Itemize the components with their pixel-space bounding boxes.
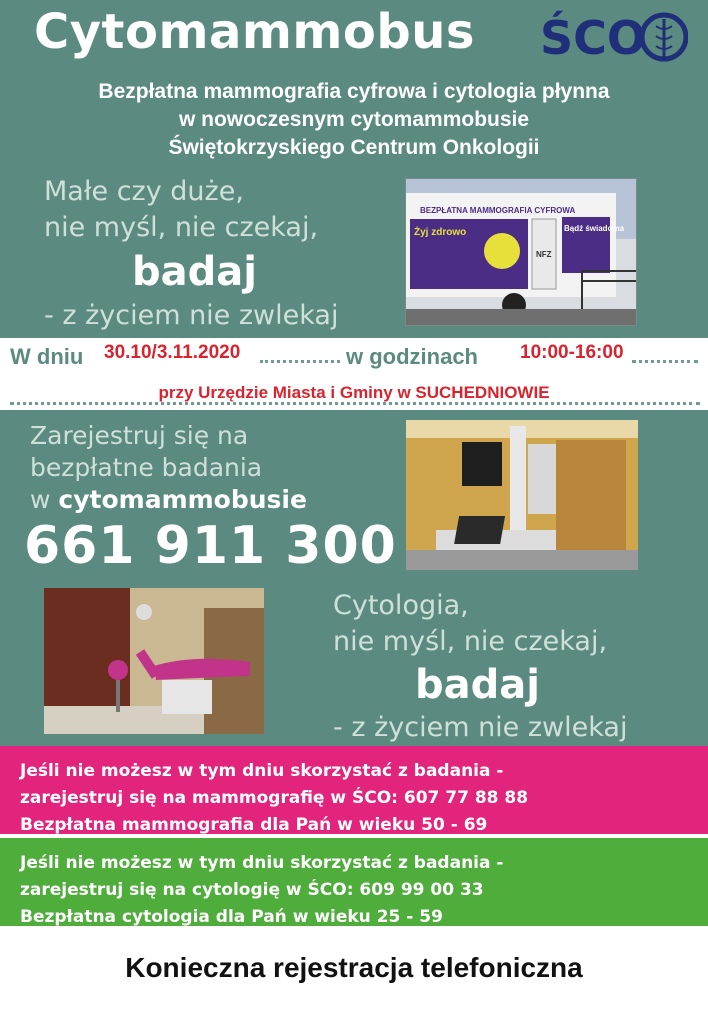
location-text: przy Urzędzie Miasta i Gminy w SUCHEDNIOWIE (158, 383, 550, 402)
slogan-line: nie myśl, nie czekaj, (333, 626, 608, 657)
info-line: Jeśli nie możesz w tym dniu skorzystać z badania - (20, 761, 504, 781)
info-line: Jeśli nie możesz w tym dniu skorzystać z badania - (20, 853, 504, 873)
bus-badge-text: NFZ (536, 250, 552, 259)
dotted-separator (260, 360, 340, 363)
dotted-separator (632, 360, 698, 363)
date-value: 30.10/3.11.2020 (104, 342, 241, 363)
info-line: Bezpłatna cytologia dla Pań w wieku 25 - 59 (20, 907, 443, 927)
slogan-line: Małe czy duże, (44, 176, 244, 207)
registration-block (30, 420, 360, 516)
schedule-line (10, 342, 700, 372)
hours-label: w godzinach (346, 344, 478, 369)
slogan-line: Cytologia, (333, 590, 469, 621)
mammography-slogan (44, 174, 338, 334)
registration-line: bezpłatne badania (30, 453, 263, 482)
date-label: W dniu (10, 344, 84, 369)
registration-phone: 661 911 300 (24, 516, 397, 576)
mammography-info-box (0, 746, 708, 834)
registration-line: Zarejestruj się na (30, 421, 249, 450)
subtitle (0, 78, 708, 162)
dotted-separator (10, 402, 700, 405)
registration-prefix: w (30, 485, 51, 514)
bus-photo (405, 178, 637, 326)
bus-banner-text: BEZPŁATNA MAMMOGRAFIA CYFROWA (420, 206, 576, 215)
cytology-info-box (0, 838, 708, 926)
footer-note: Konieczna rejestracja telefoniczna (125, 952, 583, 983)
slogan-badaj: badaj (415, 662, 540, 708)
poster-title: Cytomammobus (34, 4, 475, 60)
bus-slogan-text: Żyj zdrowo (414, 227, 467, 238)
cytology-slogan (333, 588, 663, 746)
subtitle-line: Bezpłatna mammografia cyfrowa i cytologia płynna (98, 80, 610, 103)
subtitle-line: w nowoczesnym cytomammobusie (178, 108, 530, 131)
info-line: Bezpłatna mammografia dla Pań w wieku 50 - 69 (20, 815, 488, 835)
registration-line (30, 484, 360, 516)
slogan-line: - z życiem nie zwlekaj (44, 300, 339, 331)
bus-side-text: Bądź świadoma (564, 224, 625, 233)
registration-cytomammobus: cytomammobusie (58, 485, 307, 514)
slogan-line: nie myśl, nie czekaj, (44, 212, 319, 243)
sco-logo-text: ŚCO (540, 11, 646, 62)
slogan-badaj: badaj (132, 249, 257, 295)
info-line: zarejestruj się na mammografię w ŚCO: 607 77 88 88 (20, 788, 529, 808)
slogan-line: - z życiem nie zwlekaj (333, 712, 628, 743)
subtitle-line: Świętokrzyskiego Centrum Onkologii (168, 136, 540, 159)
hours-value: 10:00-16:00 (520, 342, 624, 363)
mammography-room-photo (406, 420, 638, 570)
sco-logo (540, 10, 688, 62)
cytology-chair-photo (44, 588, 264, 734)
info-line: zarejestruj się na cytologię w ŚCO: 609 99 00 33 (20, 880, 484, 900)
